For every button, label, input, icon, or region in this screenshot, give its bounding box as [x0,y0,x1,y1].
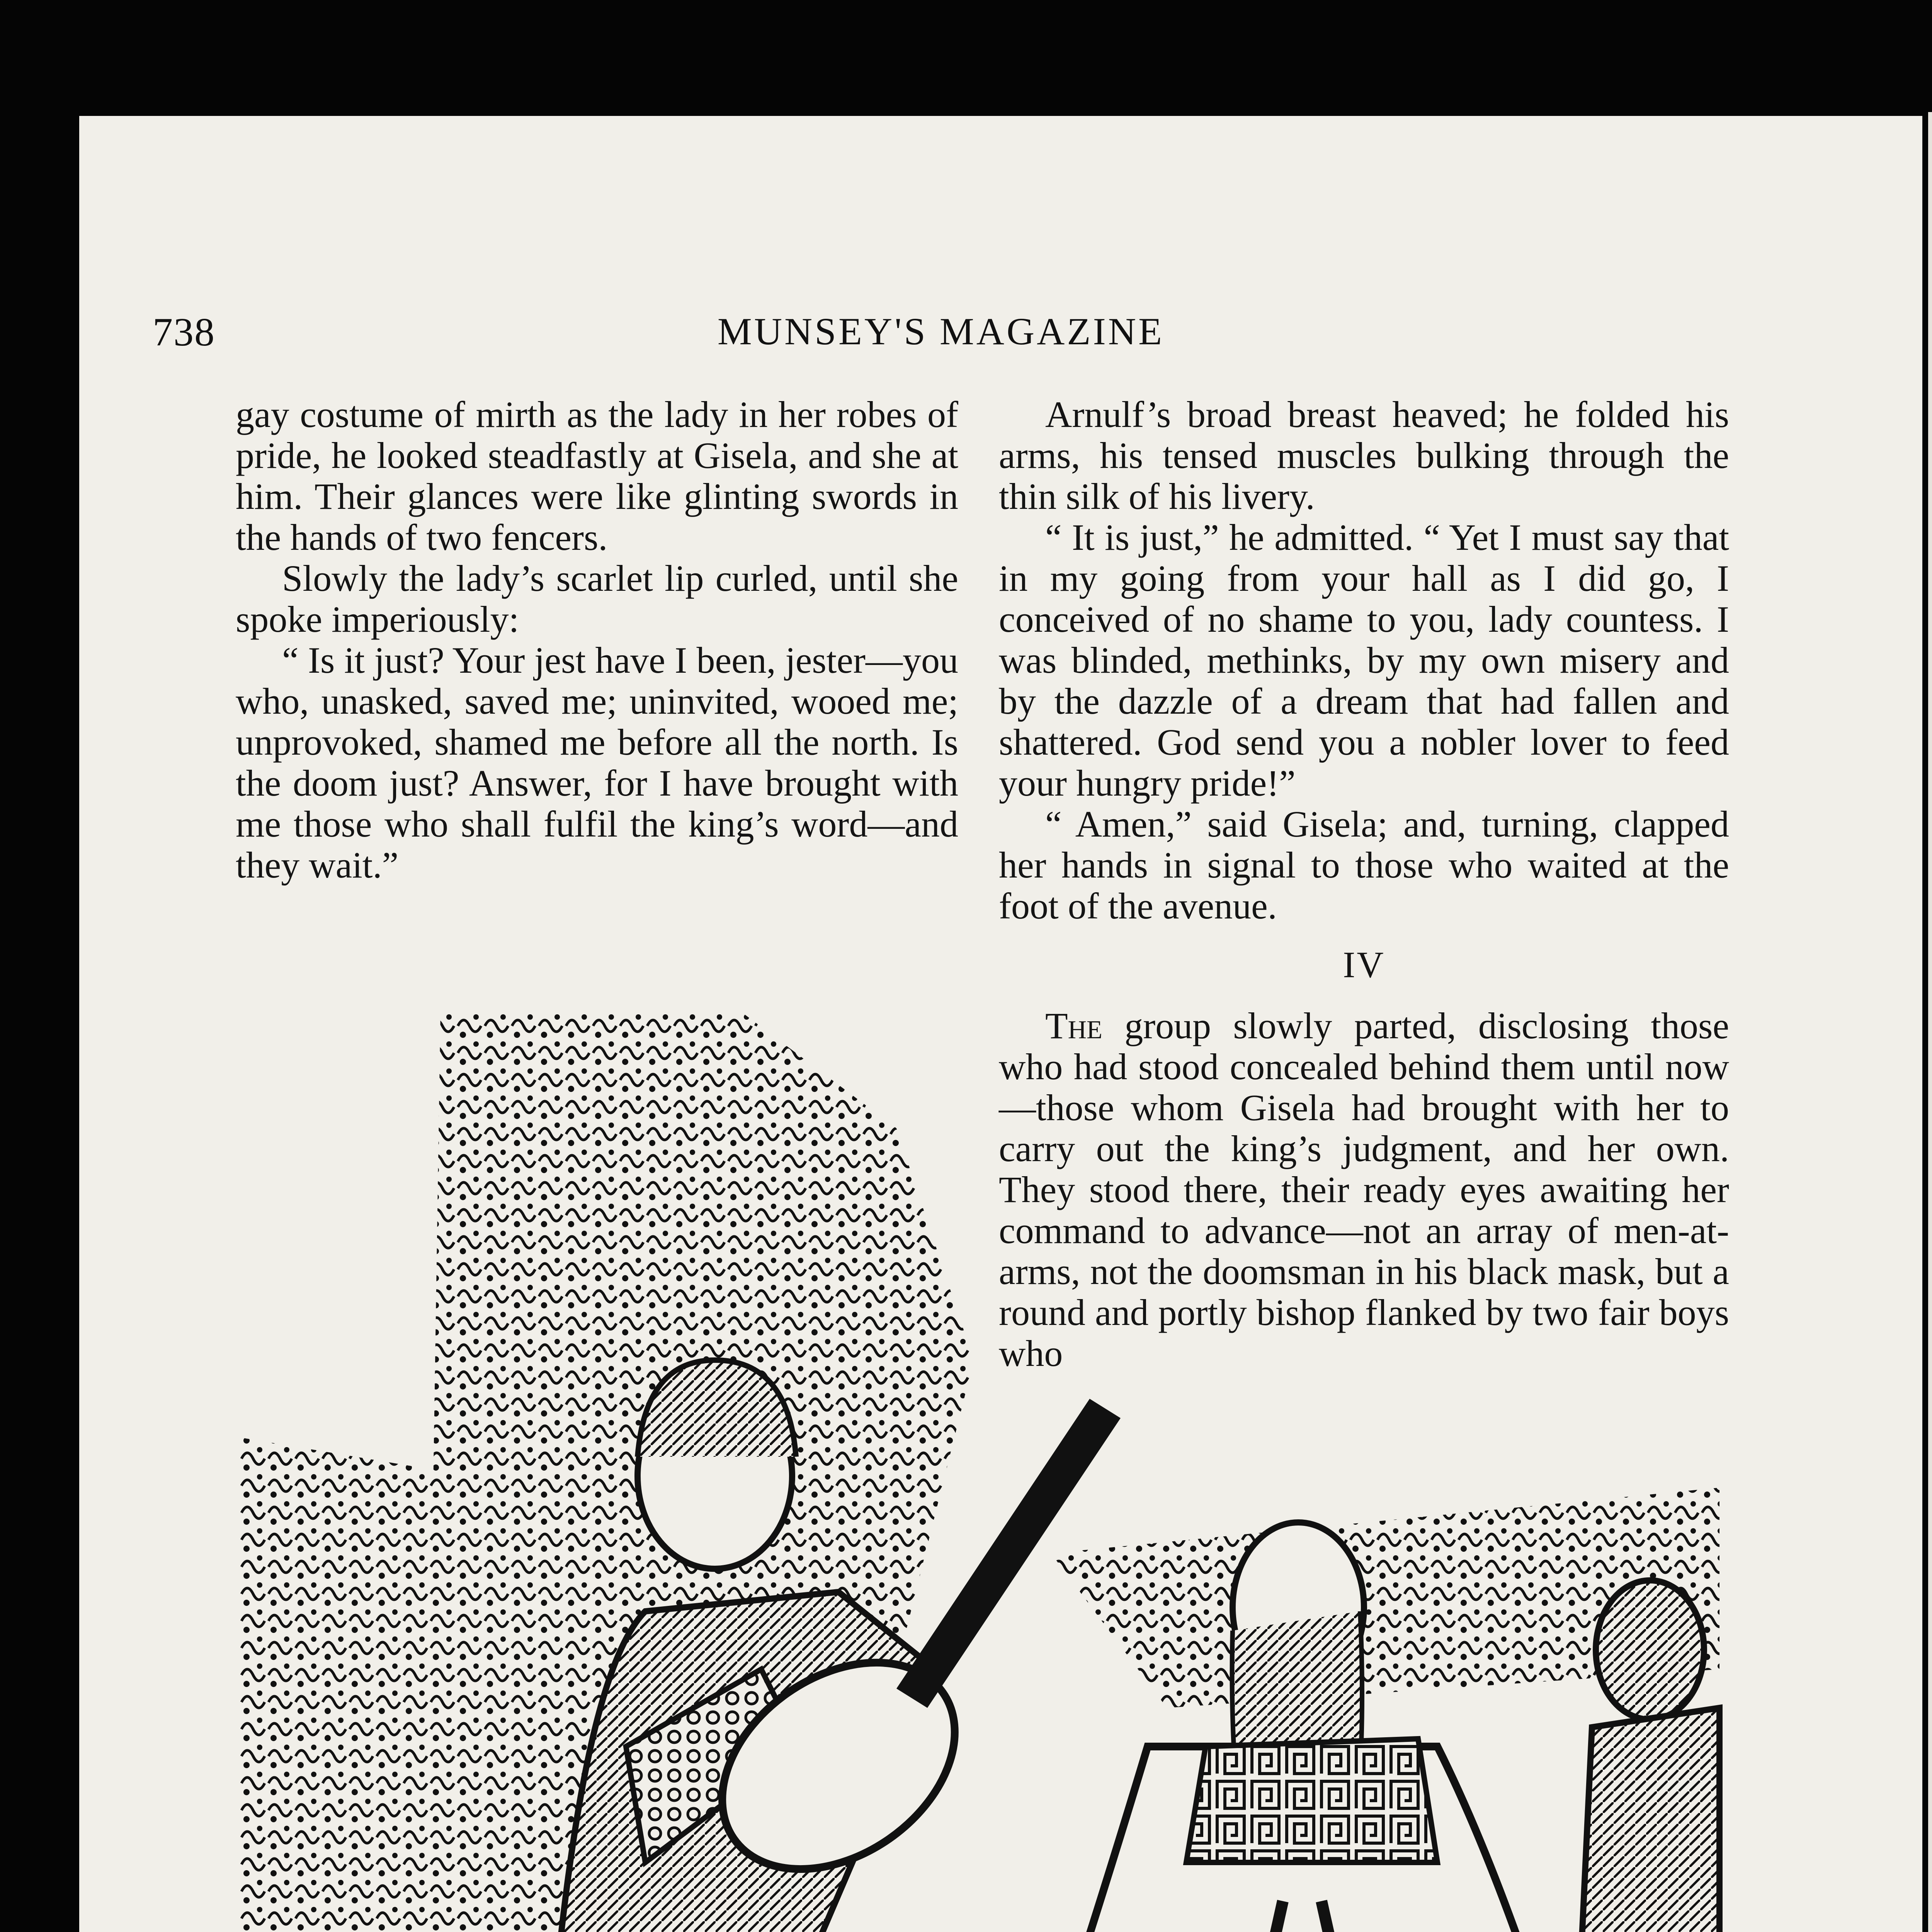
paragraph: “ Amen,” said Gisela; and, turning, clapped her hands in signal to those who waited at the foot of the avenue. [999,803,1729,927]
paragraph: “ It is just,” he admitted. “ Yet I must say that in my going from your hall as I did go, I conceived of no shame to you, lady countess. I was blinded, methinks, by my own misery and by the dazzle of a dream that had fallen and shattered. God send you a nobler lover to feed your hungry pride!” [999,517,1729,804]
section-heading: IV [1343,944,1385,985]
running-title: MUNSEY'S MAGAZINE [717,310,1165,353]
section-paragraph-text: group slowly parted, disclosing those who had stood concealed behind them until now—those whom Gisela had brought with her to carry out the king’s judgment, and her own. They stood there, their ready eyes awaiting her command to advance—not an array of men-at-arms, not the doomsman in his black mask, but a round and portly bishop flanked by two fair boys who [999,1005,1729,1374]
page-header [153,309,1729,355]
paragraph: Slowly the lady’s scarlet lip curled, until she spoke imperiously: [236,558,958,640]
page-number: 738 [153,310,215,354]
facing-page-edge [1928,112,1932,1932]
paragraph: “ Is it just? Your jest have I been, jester—you who, unasked, saved me; uninvited, wooed me; unprovoked, shamed me before all the north. Is the doom just? Answer, for I have brought with me those who shall fulfil the king’s word—and they wait.” [236,639,958,886]
attendant-head [1596,1580,1704,1719]
pen-illustration [240,1012,1723,1932]
gown-collar [1186,1739,1437,1862]
attendant-body [1573,1708,1719,1932]
paragraph: gay costume of mirth as the lady in her robes of pride, he looked steadfastly at Gisela, and she at him. Their glances were like glinting swords in the hands of two fencers. [236,394,958,558]
section-lead-word: The [1045,1005,1102,1046]
paragraph: Arnulf’s broad breast heaved; he folded his arms, his tensed muscles bulking through the thin silk of his livery. [999,394,1729,517]
left-text-column [236,394,958,886]
